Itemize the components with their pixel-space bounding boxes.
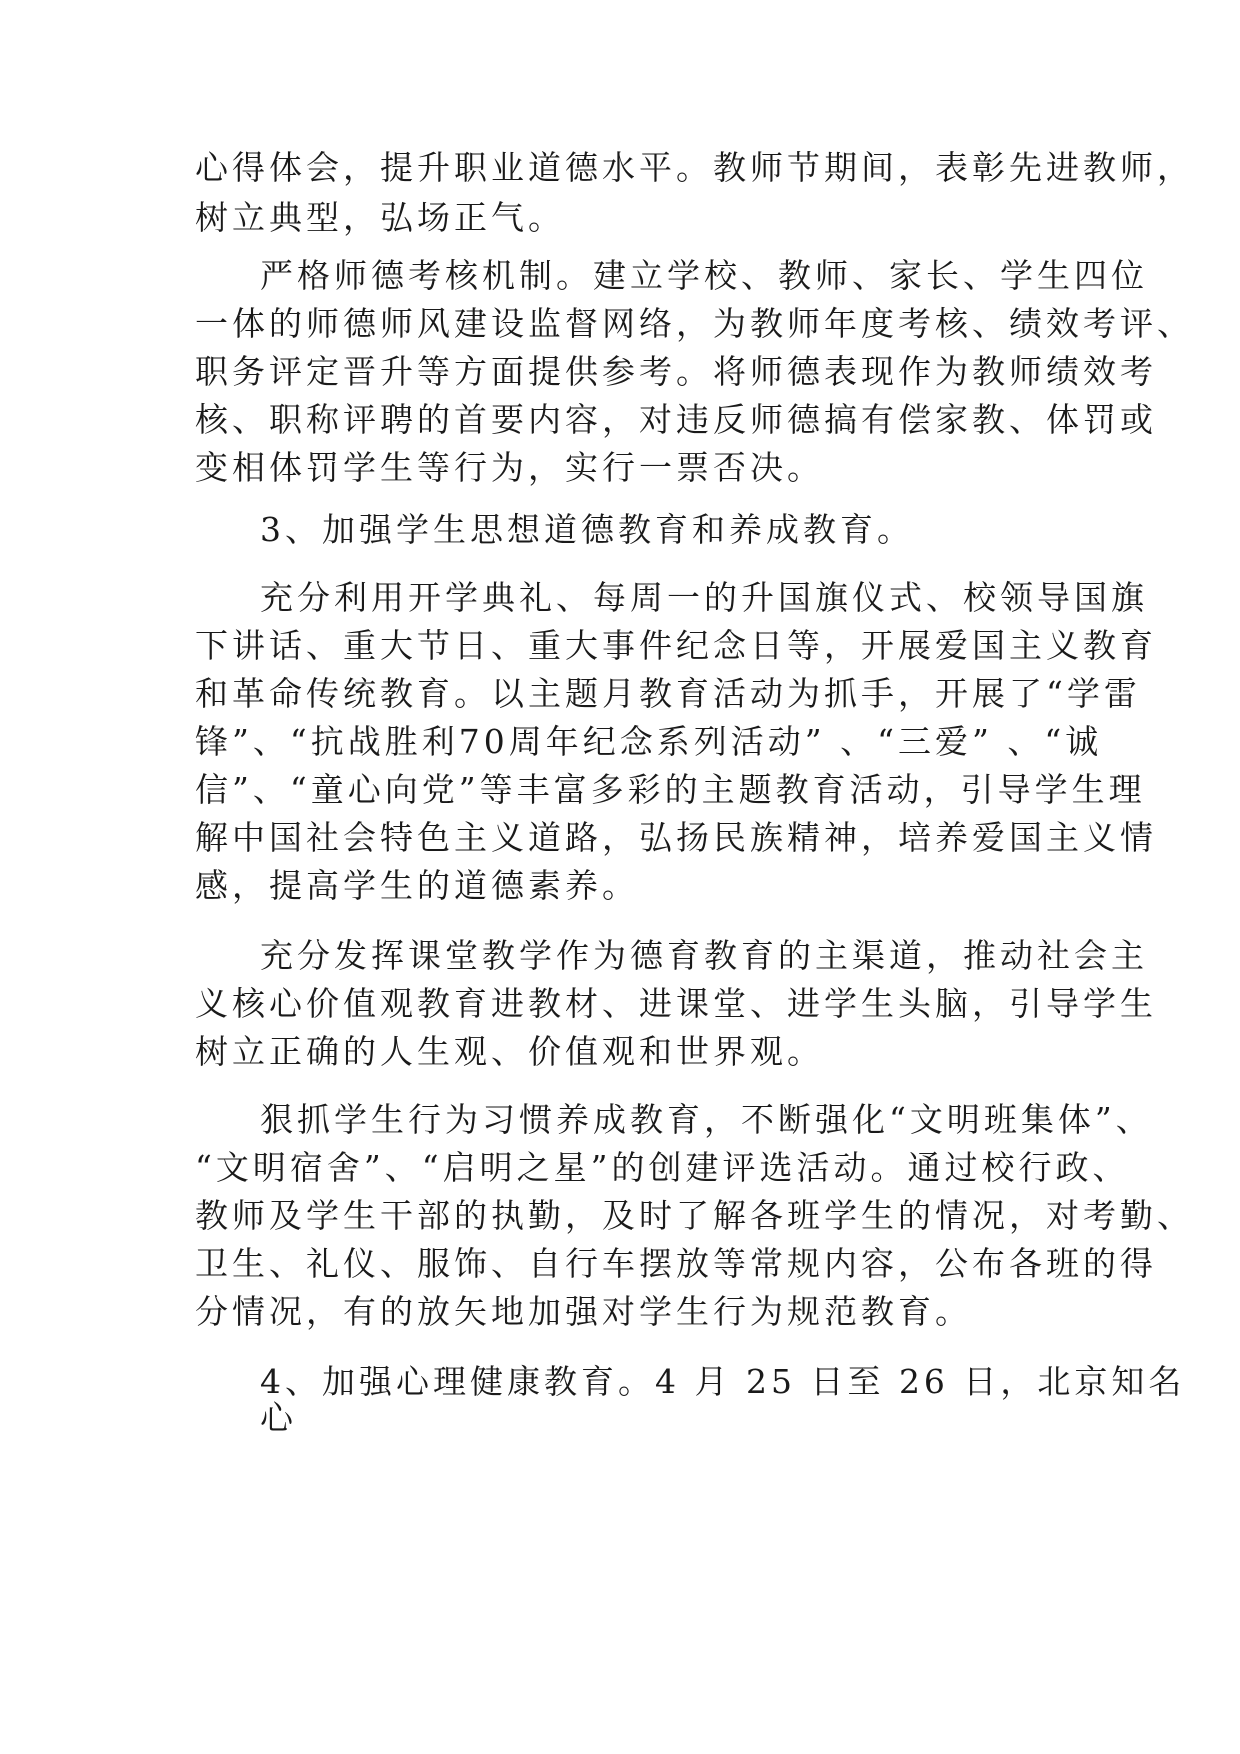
- text-line: 义核心价值观教育进教材、进课堂、进学生头脑，引导学生: [195, 984, 1157, 1023]
- text-line: 树立正确的人生观、价值观和世界观。: [195, 1032, 824, 1071]
- paragraph-start: 狠抓学生行为习惯养成教育，不断强化“文明班集体”、: [260, 1100, 1153, 1139]
- section-heading: 4、加强心理健康教育。4 月 25 日至 26 日，北京知名: [260, 1362, 1186, 1401]
- text-line: 卫生、礼仪、服饰、自行车摆放等常规内容，公布各班的得: [195, 1244, 1157, 1283]
- text-line: 和革命传统教育。以主题月教育活动为抓手，开展了“学雷: [195, 674, 1141, 713]
- text-line: 树立典型，弘场正气。: [195, 198, 565, 237]
- text-line: 心得体会，提升职业道德水平。教师节期间，表彰先进教师，: [195, 148, 1194, 187]
- text-line: 一体的师德师风建设监督网络，为教师年度考核、绩效考评、: [195, 304, 1194, 343]
- text-line: 变相体罚学生等行为，实行一票否决。: [195, 448, 824, 487]
- text-line: 核、职称评聘的首要内容，对违反师德搞有偿家教、体罚或: [195, 400, 1157, 439]
- text-line: “文明宿舍”、“启明之星”的创建评选活动。通过校行政、: [195, 1148, 1130, 1187]
- paragraph-start: 充分利用开学典礼、每周一的升国旗仪式、校领导国旗: [260, 578, 1148, 617]
- text-line: 下讲话、重大节日、重大事件纪念日等，开展爱国主义教育: [195, 626, 1157, 665]
- text-line: 解中国社会特色主义道路，弘扬民族精神，培养爱国主义情: [195, 818, 1157, 857]
- text-line: 分情况，有的放矢地加强对学生行为规范教育。: [195, 1292, 972, 1331]
- paragraph-start: 严格师德考核机制。建立学校、教师、家长、学生四位: [260, 256, 1148, 295]
- section-heading: 3、加强学生思想道德教育和养成教育。: [260, 510, 914, 549]
- paragraph-start: 充分发挥课堂教学作为德育教育的主渠道，推动社会主: [260, 936, 1148, 975]
- text-line: 职务评定晋升等方面提供参考。将师德表现作为教师绩效考: [195, 352, 1157, 391]
- text-line: 感，提高学生的道德素养。: [195, 866, 639, 905]
- text-line: 心: [260, 1398, 297, 1437]
- text-line: 信”、“童心向党”等丰富多彩的主题教育活动，引导学生理: [195, 770, 1146, 809]
- text-line: 教师及学生干部的执勤，及时了解各班学生的情况，对考勤、: [195, 1196, 1194, 1235]
- text-line: 锋”、“抗战胜利70周年纪念系列活动” 、“三爱” 、“诚: [195, 722, 1103, 761]
